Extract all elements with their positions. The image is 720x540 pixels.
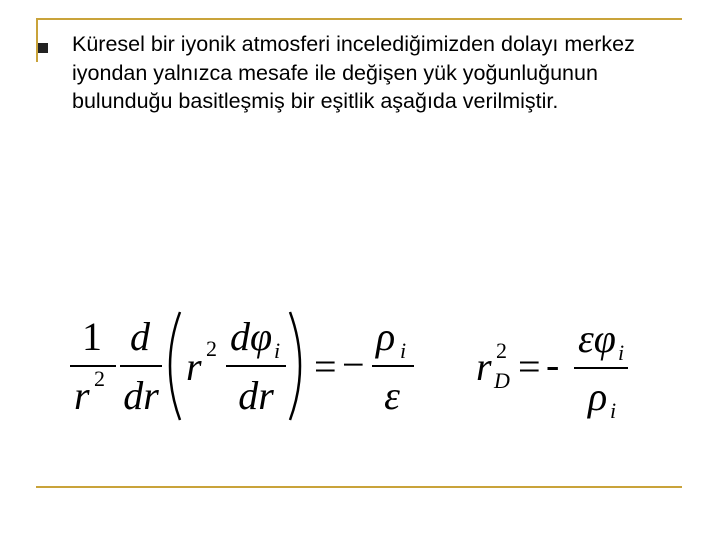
eq1-dr-2: dr (238, 373, 274, 418)
eq1-left-paren (170, 312, 180, 420)
eq1-rho-subscript: i (400, 338, 407, 363)
debye-equation-svg (470, 318, 650, 428)
bullet-text: Küresel bir iyonik atmosferi incelediğimizden dolayı merkez iyondan yalnızca mesafe ile değişen yük yoğunluğunun bulunduğu basitleşmiş bir eşitlik aşağıda verilmiştir. (72, 32, 635, 113)
poisson-equation (64, 306, 434, 426)
eq1-r-exponent: 2 (94, 366, 105, 391)
eq1-right-paren (290, 312, 300, 420)
eq2-rho: ρ (588, 374, 608, 419)
eq2-r: r (476, 344, 492, 389)
eq2-epsphi-subscript: i (618, 340, 625, 365)
eq2-r-exponent: 2 (496, 338, 507, 363)
eq1-dphi: dφ (230, 314, 273, 359)
bottom-rule (36, 486, 682, 488)
eq2-epsphi: εφ (578, 316, 616, 361)
eq2-r-subscript: D (494, 368, 510, 393)
eq2-rho-subscript: i (610, 398, 617, 423)
eq1-equals: = (314, 344, 337, 389)
eq1-one: 1 (82, 314, 102, 359)
eq1-r-inner: r (186, 344, 202, 389)
bullet-square-icon (38, 43, 48, 53)
poisson-equation-svg (64, 306, 434, 426)
debye-length-equation (470, 318, 650, 428)
eq2-equals: = (518, 344, 541, 389)
eq1-r-inner-exponent: 2 (206, 336, 217, 361)
eq1-d: d (130, 314, 150, 359)
top-rule (36, 18, 682, 20)
eq1-dr-1: dr (123, 373, 159, 418)
eq1-epsilon: ε (384, 373, 400, 418)
eq1-r: r (74, 373, 90, 418)
left-rule (36, 18, 38, 62)
eq1-dphi-subscript: i (274, 338, 281, 363)
eq1-minus: − (342, 342, 365, 387)
eq2-minus: - (546, 342, 560, 387)
eq1-rho: ρ (376, 314, 396, 359)
